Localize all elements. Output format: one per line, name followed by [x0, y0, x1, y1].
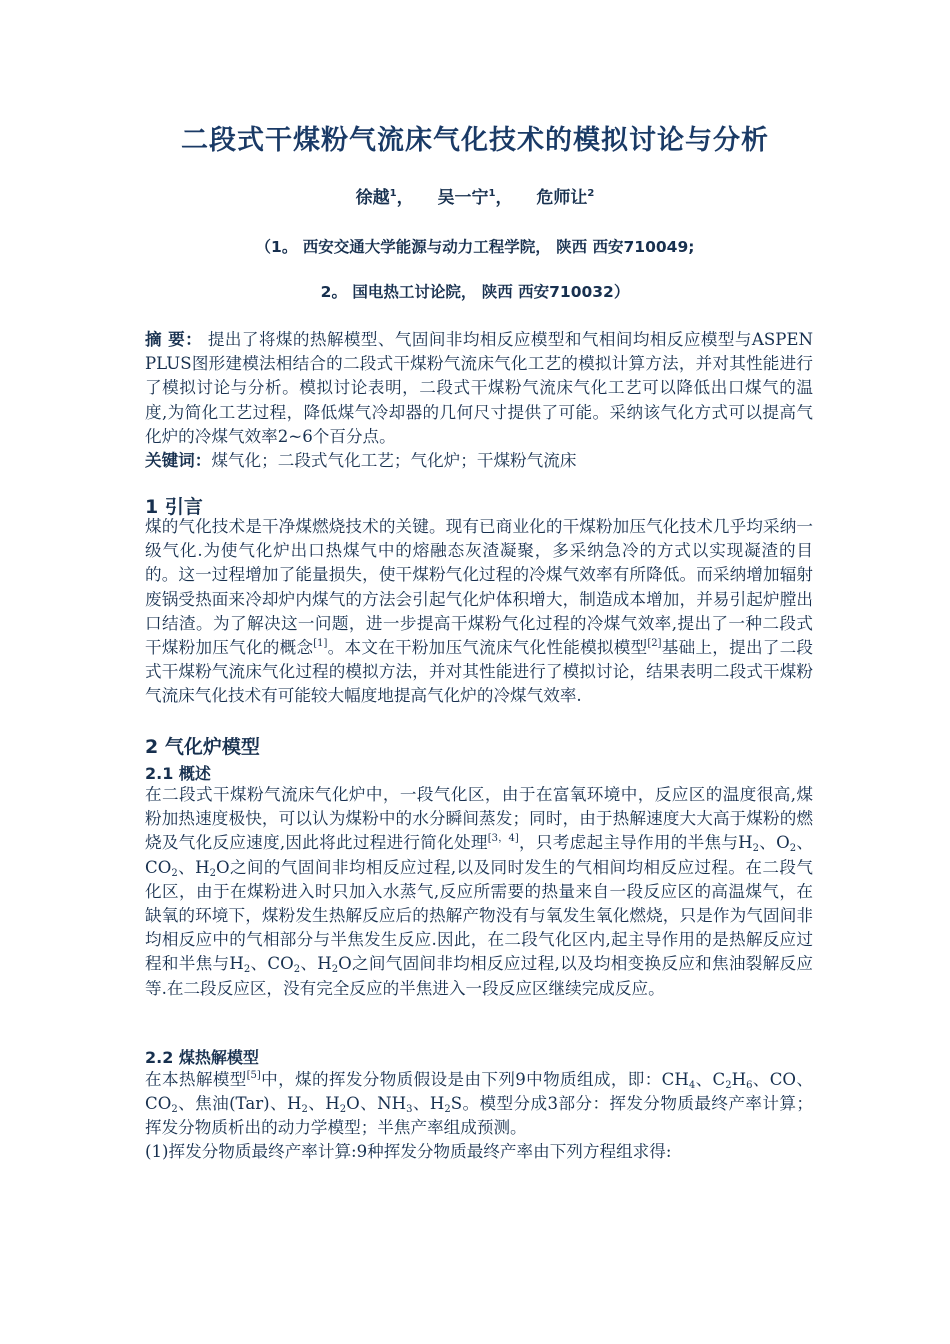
subsection-heading-pyrolysis-model: 2.2 煤热解模型 — [145, 1048, 259, 1067]
paragraph-text: 、O — [759, 833, 790, 853]
subscript: 2 — [171, 867, 178, 879]
paragraph-text: 。本文在干粉加压气流床气化性能模拟模型 — [327, 638, 648, 658]
subscript: 2 — [209, 867, 216, 879]
author-affiliation-mark: 1 — [488, 188, 496, 199]
subscript: 2 — [331, 964, 339, 976]
introduction-paragraph — [145, 515, 813, 709]
subscript: 2 — [752, 843, 760, 855]
paragraph-text: 基础上，提出了二段式干煤粉气流床气化过程的模拟方法，并对其性能进行了模拟讨论，结果表明二段式干煤粉气流床气化技术有可能较大幅度地提高气化炉的冷煤气效率. — [145, 638, 814, 706]
paragraph-text: O、NH — [346, 1094, 407, 1114]
subscript: 2 — [725, 1080, 732, 1091]
section-heading-gasifier-model: 2 气化炉模型 — [145, 736, 260, 758]
abstract-label: 摘 要： — [145, 330, 203, 349]
affiliation-1: （1。 西安交通大学能源与动力工程学院， 陕西 西安710049; — [255, 238, 695, 256]
paper-title: 二段式干煤粉气流床气化技术的模拟讨论与分析 — [181, 125, 769, 156]
paragraph-text: 、CO、CO — [145, 1070, 813, 1114]
author-affiliation-mark: 1 — [389, 188, 397, 199]
paragraph-text: 、CO — [250, 954, 294, 974]
affiliation-2: 2。 国电热工讨论院， 陕西 西安710032） — [320, 283, 630, 301]
author-separator: ， — [396, 188, 414, 208]
paragraph-text: 在本热解模型 — [145, 1070, 247, 1089]
paragraph-text: 、H — [300, 954, 332, 974]
subscript: 2 — [171, 1104, 178, 1116]
paragraph-text: 、H — [307, 1094, 340, 1114]
pyrolysis-paragraph — [145, 1068, 813, 1141]
abstract-text: 提出了将煤的热解模型、气固间非均相反应模型和气相间均相反应模型与ASPEN PLUS图形建模法相结合的二段式干煤粉气流床气化工艺的模拟计算方法，并对其性能进行了模拟讨论与分析。模拟讨论表明，二段式干煤粉气流床气化工艺可以降低出口煤气的温度,为简化工艺过程，降低煤气冷却器的几何尺寸提供了可能。采纳该气化方式可以提高气化炉的冷煤气效率2~6个百分点。 — [145, 330, 814, 446]
keywords-text: 煤气化；二段式气化工艺；气化炉；干煤粉气流床 — [211, 451, 577, 470]
paragraph-text: 、H — [412, 1094, 445, 1114]
paragraph-text: O之间的气固间非均相反应过程,以及同时发生的气相间均相反应过程。在二段气化区，由于在煤粉进入时只加入水蒸气,反应所需要的热量来自一段反应区的高温煤气，在缺氧的环境下，煤粉发生热解反应后的热解产物没有与氧发生氧化燃烧，只是作为气固间非均相反应中的气相部分与半焦发生反应.因此，在二段气化区内,起主导作用的是热解反应过程和半焦与H — [145, 857, 813, 974]
paragraph-text: S。模型分成3部分：挥发分物质最终产率计算；挥发分物质析出的动力学模型；半焦产率组成预测。 — [145, 1094, 813, 1138]
paragraph-text: 煤的气化技术是干净煤燃烧技术的关键。现有已商业化的干煤粉加压气化技术几乎均采纳一级气化.为使气化炉出口热煤气中的熔融态灰渣凝聚，多采纳急冷的方式以实现凝渣的目的。这一过程增加了能量损失，使干煤粉气化过程的冷煤气效率有所降低。而采纳增加辐射废锅受热面来冷却炉内煤气的方法会引起气化炉体积增大，制造成本增加，并易引起炉膛出口结渣。为了解决这一问题，进一步提高干煤粉气化过程的冷煤气效率,提出了一种二段式干煤粉加压气化的概念 — [145, 517, 813, 658]
section-heading-introduction: 1 引言 — [145, 496, 203, 518]
author-name: 危师让 — [536, 188, 588, 208]
paragraph-text: 、C — [695, 1070, 726, 1089]
keywords-label: 关键词： — [145, 451, 212, 470]
author-list — [0, 183, 950, 208]
subscript: 2 — [301, 1104, 308, 1116]
paragraph-text: 、CO — [145, 833, 813, 877]
citation: [3，4] — [487, 833, 519, 845]
paragraph-text: 中，煤的挥发分物质假设是由下列9中物质组成，即：CH — [260, 1070, 689, 1089]
paragraph-text: 、焦油(Tar)、H — [177, 1094, 302, 1114]
subscript: 4 — [688, 1080, 696, 1091]
citation: [2] — [647, 638, 662, 650]
subscript: 2 — [293, 964, 301, 976]
author-name: 吴一宁 — [437, 188, 489, 208]
author-name: 徐越 — [355, 188, 390, 208]
overview-paragraph — [145, 783, 813, 1001]
paragraph-text: 在二段式干煤粉气流床气化炉中，一段气化区，由于在富氧环境中，反应区的温度很高,煤粉加热速度极快，可以认为煤粉中的水分瞬间蒸发；同时，由于热解速度大大高于煤粉的燃烧及气化反应速度,因此将此过程进行简化处理 — [145, 785, 813, 853]
paragraph-text: 、H — [177, 857, 210, 877]
subscript: 2 — [444, 1104, 451, 1116]
author-affiliation-mark: 2 — [587, 188, 595, 199]
subscript: 3 — [406, 1104, 413, 1116]
paragraph-text: O之间气固间非均相反应过程,以及均相变换反应和焦油裂解反应等.在二段反应区，没有完全反应的半焦进入一段反应区继续完成反应。 — [145, 954, 813, 998]
paragraph-text: ，只考虑起主导作用的半焦与H — [518, 833, 753, 853]
pyrolysis-step-1: (1)挥发分物质最终产率计算:9种挥发分物质最终产率由下列方程组求得: — [145, 1142, 672, 1161]
abstract — [145, 328, 813, 449]
citation: [5] — [246, 1070, 261, 1081]
subscript: 2 — [339, 1104, 347, 1116]
subscript: 2 — [789, 843, 797, 855]
keywords — [145, 449, 813, 473]
author-separator: ， — [495, 188, 513, 208]
citation: [1] — [313, 638, 328, 650]
subscript: 6 — [746, 1080, 753, 1091]
subsection-heading-overview: 2.1 概述 — [145, 764, 211, 783]
subscript: 2 — [243, 964, 251, 976]
paragraph-text: H — [731, 1070, 747, 1089]
